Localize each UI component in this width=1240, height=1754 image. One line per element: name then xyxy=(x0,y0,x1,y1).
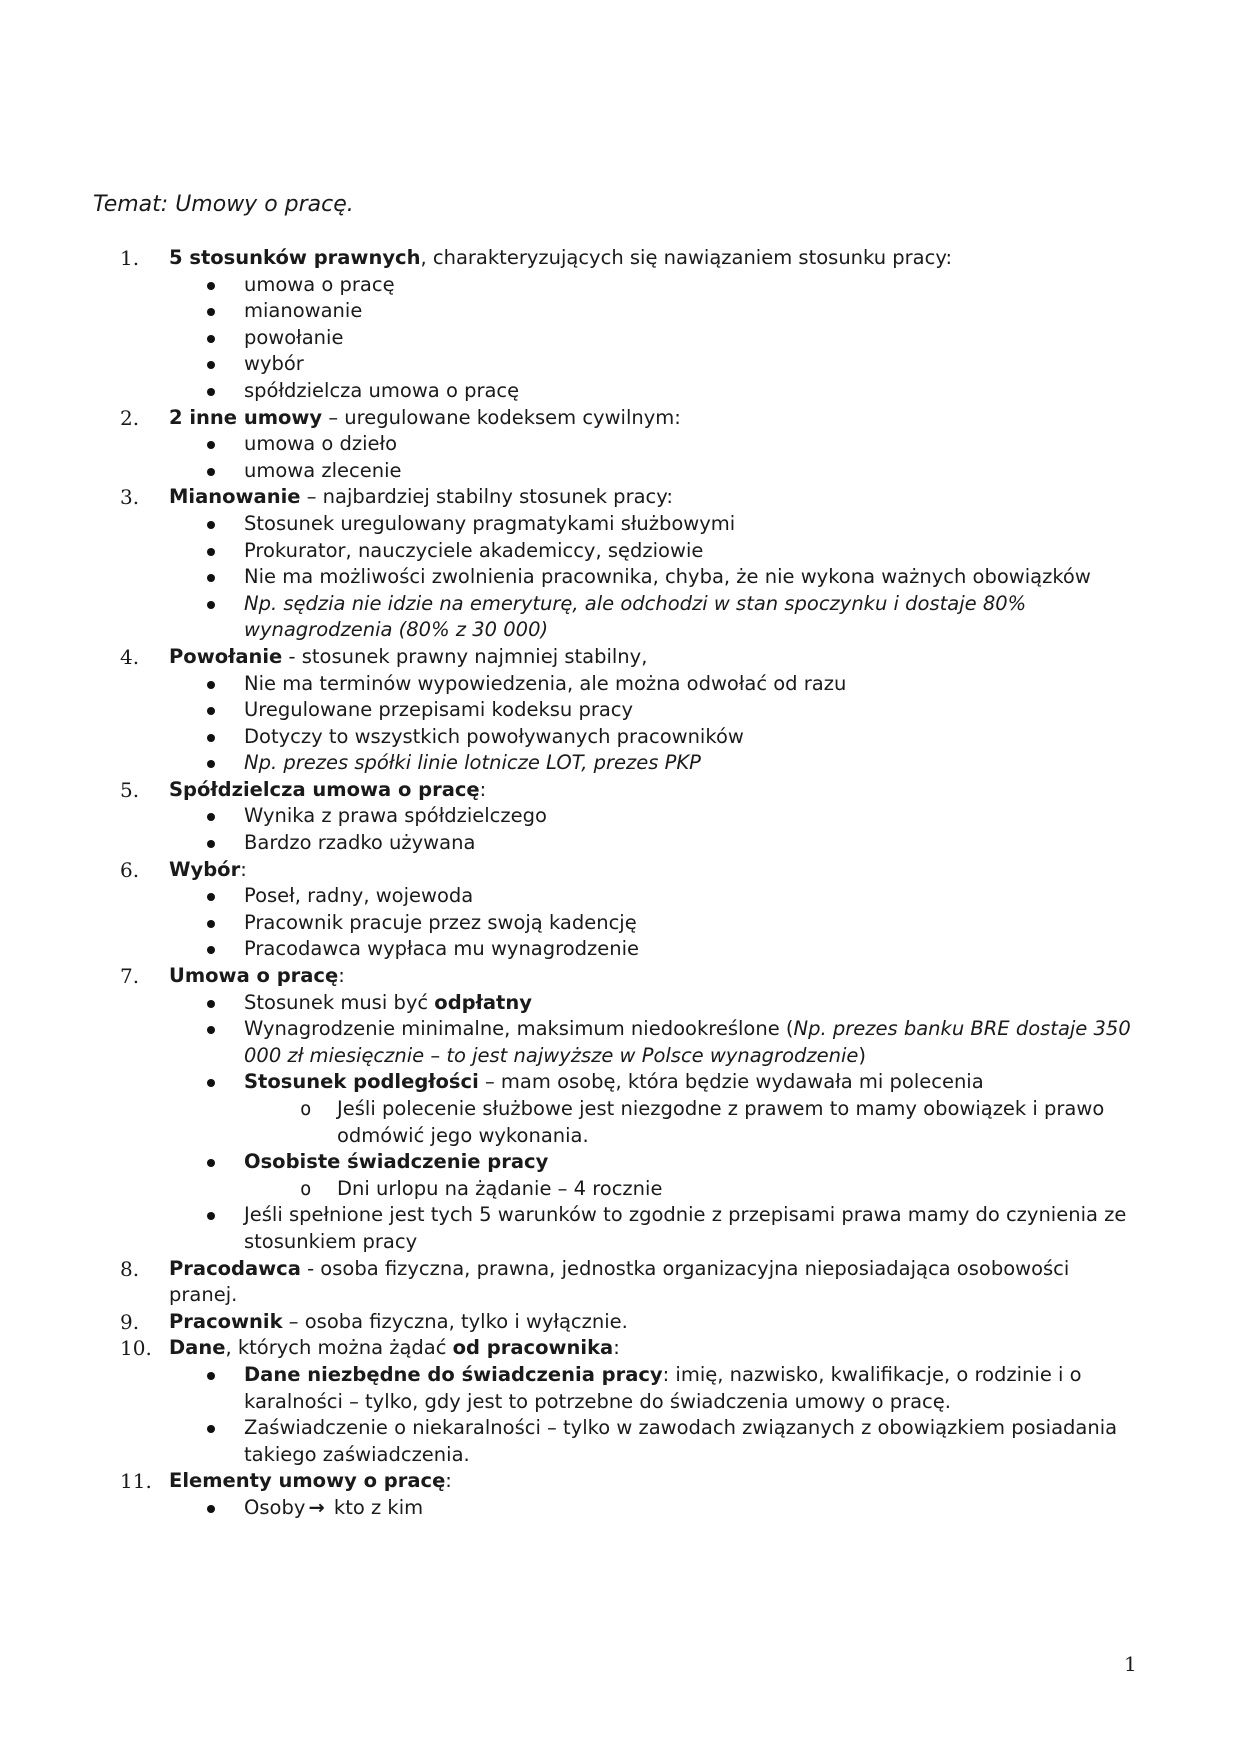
bullet-list xyxy=(169,990,1140,1256)
item-text: – osoba fizyczna, tylko i wyłącznie. xyxy=(282,1309,628,1333)
bullet-item: Nie ma możliwości zwolnienia pracownika, chyba, że nie wykona ważnych obowiązków xyxy=(169,564,1140,591)
item-heading: Dane xyxy=(169,1336,226,1360)
item-number: 5. xyxy=(120,777,140,802)
bullet-bold-text: Stosunek podległości xyxy=(244,1070,479,1094)
numbered-list xyxy=(0,245,1240,1522)
item-number: 6. xyxy=(120,857,140,882)
bullet-item xyxy=(169,1362,1140,1415)
bullet-text: kto z kim xyxy=(327,1495,424,1519)
bullet-item: powołanie xyxy=(169,325,1140,352)
bullet-item: Pracodawca wypłaca mu wynagrodzenie xyxy=(169,936,1140,963)
item-heading: Powołanie xyxy=(169,644,283,668)
bullet-text: Stosunek musi być xyxy=(244,990,435,1014)
item-heading: 5 stosunków prawnych xyxy=(169,246,421,269)
bullet-item: umowa zlecenie xyxy=(169,458,1140,485)
item-number: 1. xyxy=(120,246,140,270)
bullet-item: Prokurator, nauczyciele akademiccy, sędziowie xyxy=(169,538,1140,565)
bullet-item: Stosunek uregulowany pragmatykami służbowymi xyxy=(169,511,1140,538)
item-heading: 2 inne umowy xyxy=(169,405,323,429)
bullet-item-example xyxy=(169,591,1140,644)
list-item-9 xyxy=(0,1309,1240,1336)
list-item-7 xyxy=(0,963,1240,1256)
item-heading: Spółdzielcza umowa o pracę xyxy=(169,777,480,801)
item-text: : xyxy=(479,777,487,801)
bullet-list xyxy=(169,803,1140,856)
item-heading: Elementy umowy o pracę xyxy=(169,1469,446,1493)
bullet-item: Zaświadczenie o niekaralności – tylko w zawodach związanych z obowiązkiem posiadania takiego zaświadczenia. xyxy=(169,1415,1140,1468)
item-number: 11. xyxy=(120,1469,152,1494)
item-text: : xyxy=(338,964,345,988)
bullet-list xyxy=(169,1495,1140,1522)
sub-list xyxy=(244,1096,1140,1149)
bullet-item xyxy=(169,1149,1140,1202)
bullet-item: Jeśli spełnione jest tych 5 warunków to zgodnie z przepisami prawa mamy do czynienia ze stosunkiem pracy xyxy=(169,1202,1140,1255)
bullet-item: mianowanie xyxy=(169,298,1140,325)
bullet-item: umowa o dzieło xyxy=(169,431,1140,458)
bullet-item: Dotyczy to wszystkich powoływanych pracowników xyxy=(169,724,1140,751)
list-item-5 xyxy=(0,777,1240,857)
item-number: 7. xyxy=(120,964,140,989)
item-text: : xyxy=(445,1469,452,1493)
bullet-item xyxy=(169,990,1140,1017)
bullet-list xyxy=(169,883,1140,963)
bullet-bold-text: Osobiste świadczenie pracy xyxy=(244,1150,549,1174)
bullet-text: Osoby xyxy=(244,1495,306,1519)
list-item-1 xyxy=(0,245,1240,405)
document-title: Temat: Umowy o pracę. xyxy=(93,192,354,217)
list-item-6 xyxy=(0,857,1240,963)
item-text: – uregulowane kodeksem cywilnym: xyxy=(322,405,681,429)
bullet-text: ) xyxy=(858,1043,866,1067)
example-text: Np. prezes banku BRE dostaje 350 000 zł miesięcznie – to jest najwyższe w Polsce wynagrodzenie xyxy=(244,1017,1131,1067)
document-body xyxy=(0,245,1240,1522)
arrow-right-icon: → xyxy=(308,1495,325,1519)
list-item-11 xyxy=(0,1468,1240,1521)
bullet-item: Poseł, radny, wojewoda xyxy=(169,883,1140,910)
list-item-3 xyxy=(0,484,1240,644)
bullet-bold-text: odpłatny xyxy=(434,990,532,1014)
item-text: : xyxy=(240,857,247,881)
bullet-list xyxy=(169,671,1140,777)
bullet-list xyxy=(169,431,1140,484)
list-item-8 xyxy=(0,1256,1240,1309)
item-text: , których można żądać xyxy=(225,1336,453,1360)
bullet-item: Pracownik pracuje przez swoją kadencję xyxy=(169,910,1140,937)
bullet-item: umowa o pracę xyxy=(169,272,1140,299)
item-text: , charakteryzujących się nawiązaniem stosunku pracy: xyxy=(420,246,953,269)
bullet-list xyxy=(169,272,1140,405)
list-item-4 xyxy=(0,644,1240,777)
item-heading-2: od pracownika xyxy=(452,1336,614,1360)
sub-item: o Jeśli polecenie służbowe jest niezgodne z prawem to mamy obowiązek i prawo odmówić jego wykonania. xyxy=(244,1096,1140,1149)
bullet-item: spółdzielcza umowa o pracę xyxy=(169,378,1140,405)
item-heading: Wybór xyxy=(169,857,241,881)
item-text: - osoba fizyczna, prawna, jednostka organizacyjna nieposiadająca osobowości pranej. xyxy=(169,1256,1070,1307)
sub-list xyxy=(244,1176,1140,1203)
bullet-item xyxy=(169,1016,1140,1069)
bullet-item xyxy=(169,1069,1140,1149)
bullet-item: wybór xyxy=(169,351,1140,378)
item-number: 4. xyxy=(120,644,140,669)
item-heading: Mianowanie xyxy=(169,485,301,509)
sub-item: o Dni urlopu na żądanie – 4 rocznie xyxy=(244,1176,1140,1203)
item-number: 10. xyxy=(120,1336,152,1361)
item-heading: Umowa o pracę xyxy=(169,964,339,988)
bullet-text: Wynagrodzenie minimalne, maksimum niedookreślone ( xyxy=(244,1017,794,1041)
list-item-10 xyxy=(0,1335,1240,1468)
bullet-item-example xyxy=(169,750,1140,777)
page-number: 1 xyxy=(1124,1652,1137,1676)
item-heading: Pracodawca xyxy=(169,1256,301,1280)
item-number: 3. xyxy=(120,485,140,510)
bullet-list xyxy=(169,511,1140,644)
item-text-2: : xyxy=(613,1336,620,1360)
list-item-2 xyxy=(0,405,1240,485)
bullet-item xyxy=(169,1495,1140,1522)
bullet-bold-text: Dane niezbędne do świadczenia pracy xyxy=(244,1362,663,1386)
bullet-item: Uregulowane przepisami kodeksu pracy xyxy=(169,697,1140,724)
item-text: – najbardziej stabilny stosunek pracy: xyxy=(300,485,673,509)
bullet-item: Nie ma terminów wypowiedzenia, ale można odwołać od razu xyxy=(169,671,1140,698)
bullet-text: – mam osobę, która będzie wydawała mi polecenia xyxy=(478,1070,984,1094)
bullet-item: Wynika z prawa spółdzielczego xyxy=(169,803,1140,830)
bullet-item: Bardzo rzadko używana xyxy=(169,830,1140,857)
item-number: 8. xyxy=(120,1256,140,1281)
example-text: Np. prezes spółki linie lotnicze LOT, prezes PKP xyxy=(244,751,701,775)
example-text: Np. sędzia nie idzie na emeryturę, ale odchodzi w stan spoczynku i dostaje 80% wynagrodzenia (80% z 30 000) xyxy=(244,591,1027,642)
bullet-list xyxy=(169,1362,1140,1468)
item-heading: Pracownik xyxy=(169,1309,283,1333)
bullet-text: : imię, nazwisko, kwalifikacje, o rodzinie i o karalności – tylko, gdy jest to potrzebne do świadczenia umowy o pracę. xyxy=(244,1362,1082,1413)
item-number: 9. xyxy=(120,1309,140,1334)
item-number: 2. xyxy=(120,405,140,430)
item-text: - stosunek prawny najmniej stabilny, xyxy=(282,644,648,668)
